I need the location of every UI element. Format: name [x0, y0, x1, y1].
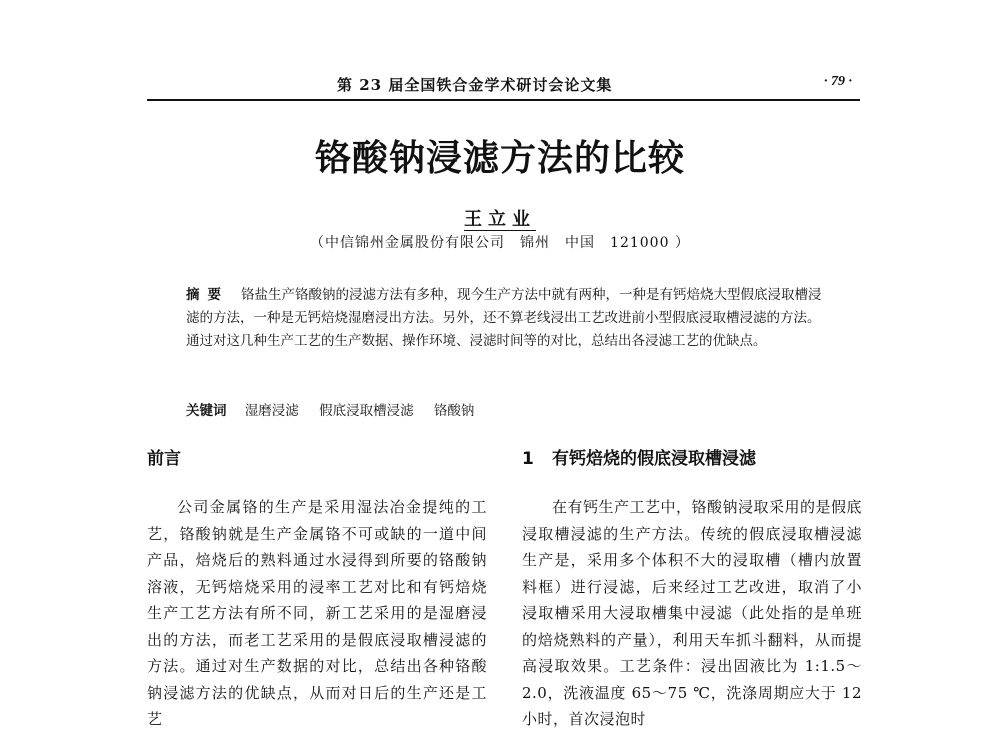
author	[0, 205, 1000, 231]
keyword: 湿磨浸滤	[244, 403, 299, 419]
column-left	[147, 444, 487, 733]
keywords-label: 关键词	[186, 403, 227, 419]
section-number: 1	[522, 449, 534, 469]
abstract	[186, 284, 826, 353]
section-title: 前言	[147, 449, 181, 469]
page-number: · 79 ·	[824, 74, 852, 89]
section-body-preface: 公司金属铬的生产是采用湿法冶金提纯的工艺，铬酸钠就是生产金属铬不可或缺的一道中间产品，焙烧后的熟料通过水浸得到所要的铬酸钠溶液，无钙焙烧采用的浸率工艺对比和有钙焙烧生产工艺方法有所不同，新工艺采用的是湿磨浸出的方法，而老工艺采用的是假底浸取槽浸滤的方法。通过对生产数据的对比，总结出各种铬酸钠浸滤方法的优缺点，从而对日后的生产还是工艺	[147, 498, 487, 728]
abstract-label: 摘要	[186, 287, 229, 303]
column-right	[522, 444, 862, 733]
section-title: 有钙焙烧的假底浸取槽浸滤	[552, 449, 756, 469]
running-title: 第 23 届全国铁合金学术研讨会论文集	[337, 76, 613, 94]
header-rule	[147, 99, 860, 101]
keyword: 假底浸取槽浸滤	[319, 403, 414, 419]
affiliation: （中信锦州金属股份有限公司 锦州 中国 121000 ）	[310, 235, 690, 251]
abstract-text: 铬盐生产铬酸钠的浸滤方法有多种，现今生产方法中就有两种，一种是有钙焙烧大型假底浸取槽浸滤的方法，一种是无钙焙烧湿磨浸出方法。另外，还不算老线浸出工艺改进前小型假底浸取槽浸滤的方法。通过对这几种生产工艺的生产数据、操作环境、浸滤时间等的对比，总结出各浸滤工艺的优缺点。	[186, 287, 822, 349]
keyword: 铬酸钠	[433, 403, 475, 419]
running-header	[147, 74, 860, 100]
section-body-1: 在有钙生产工艺中，铬酸钠浸取采用的是假底浸取槽浸滤的生产方法。传统的假底浸取槽浸滤生产是，采用多个体积不大的浸取槽（槽内放置料框）进行浸滤，后来经过工艺改进，取消了小浸取槽采用大浸取槽集中浸滤（此处指的是单班的焙烧熟料的产量），利用天车抓斗翻料，从而提高浸取效果。工艺条件：浸出固液比为 1:1.5～2.0，洗液温度 65～75 ℃，洗涤周期应大于 12 小时，首次浸泡时	[522, 498, 863, 728]
paper-title: 铬酸钠浸滤方法的比较	[314, 138, 685, 179]
author-name: 王立业	[464, 209, 536, 230]
section-heading-1	[522, 444, 862, 468]
section-heading-preface	[147, 444, 487, 468]
keywords	[186, 399, 826, 419]
